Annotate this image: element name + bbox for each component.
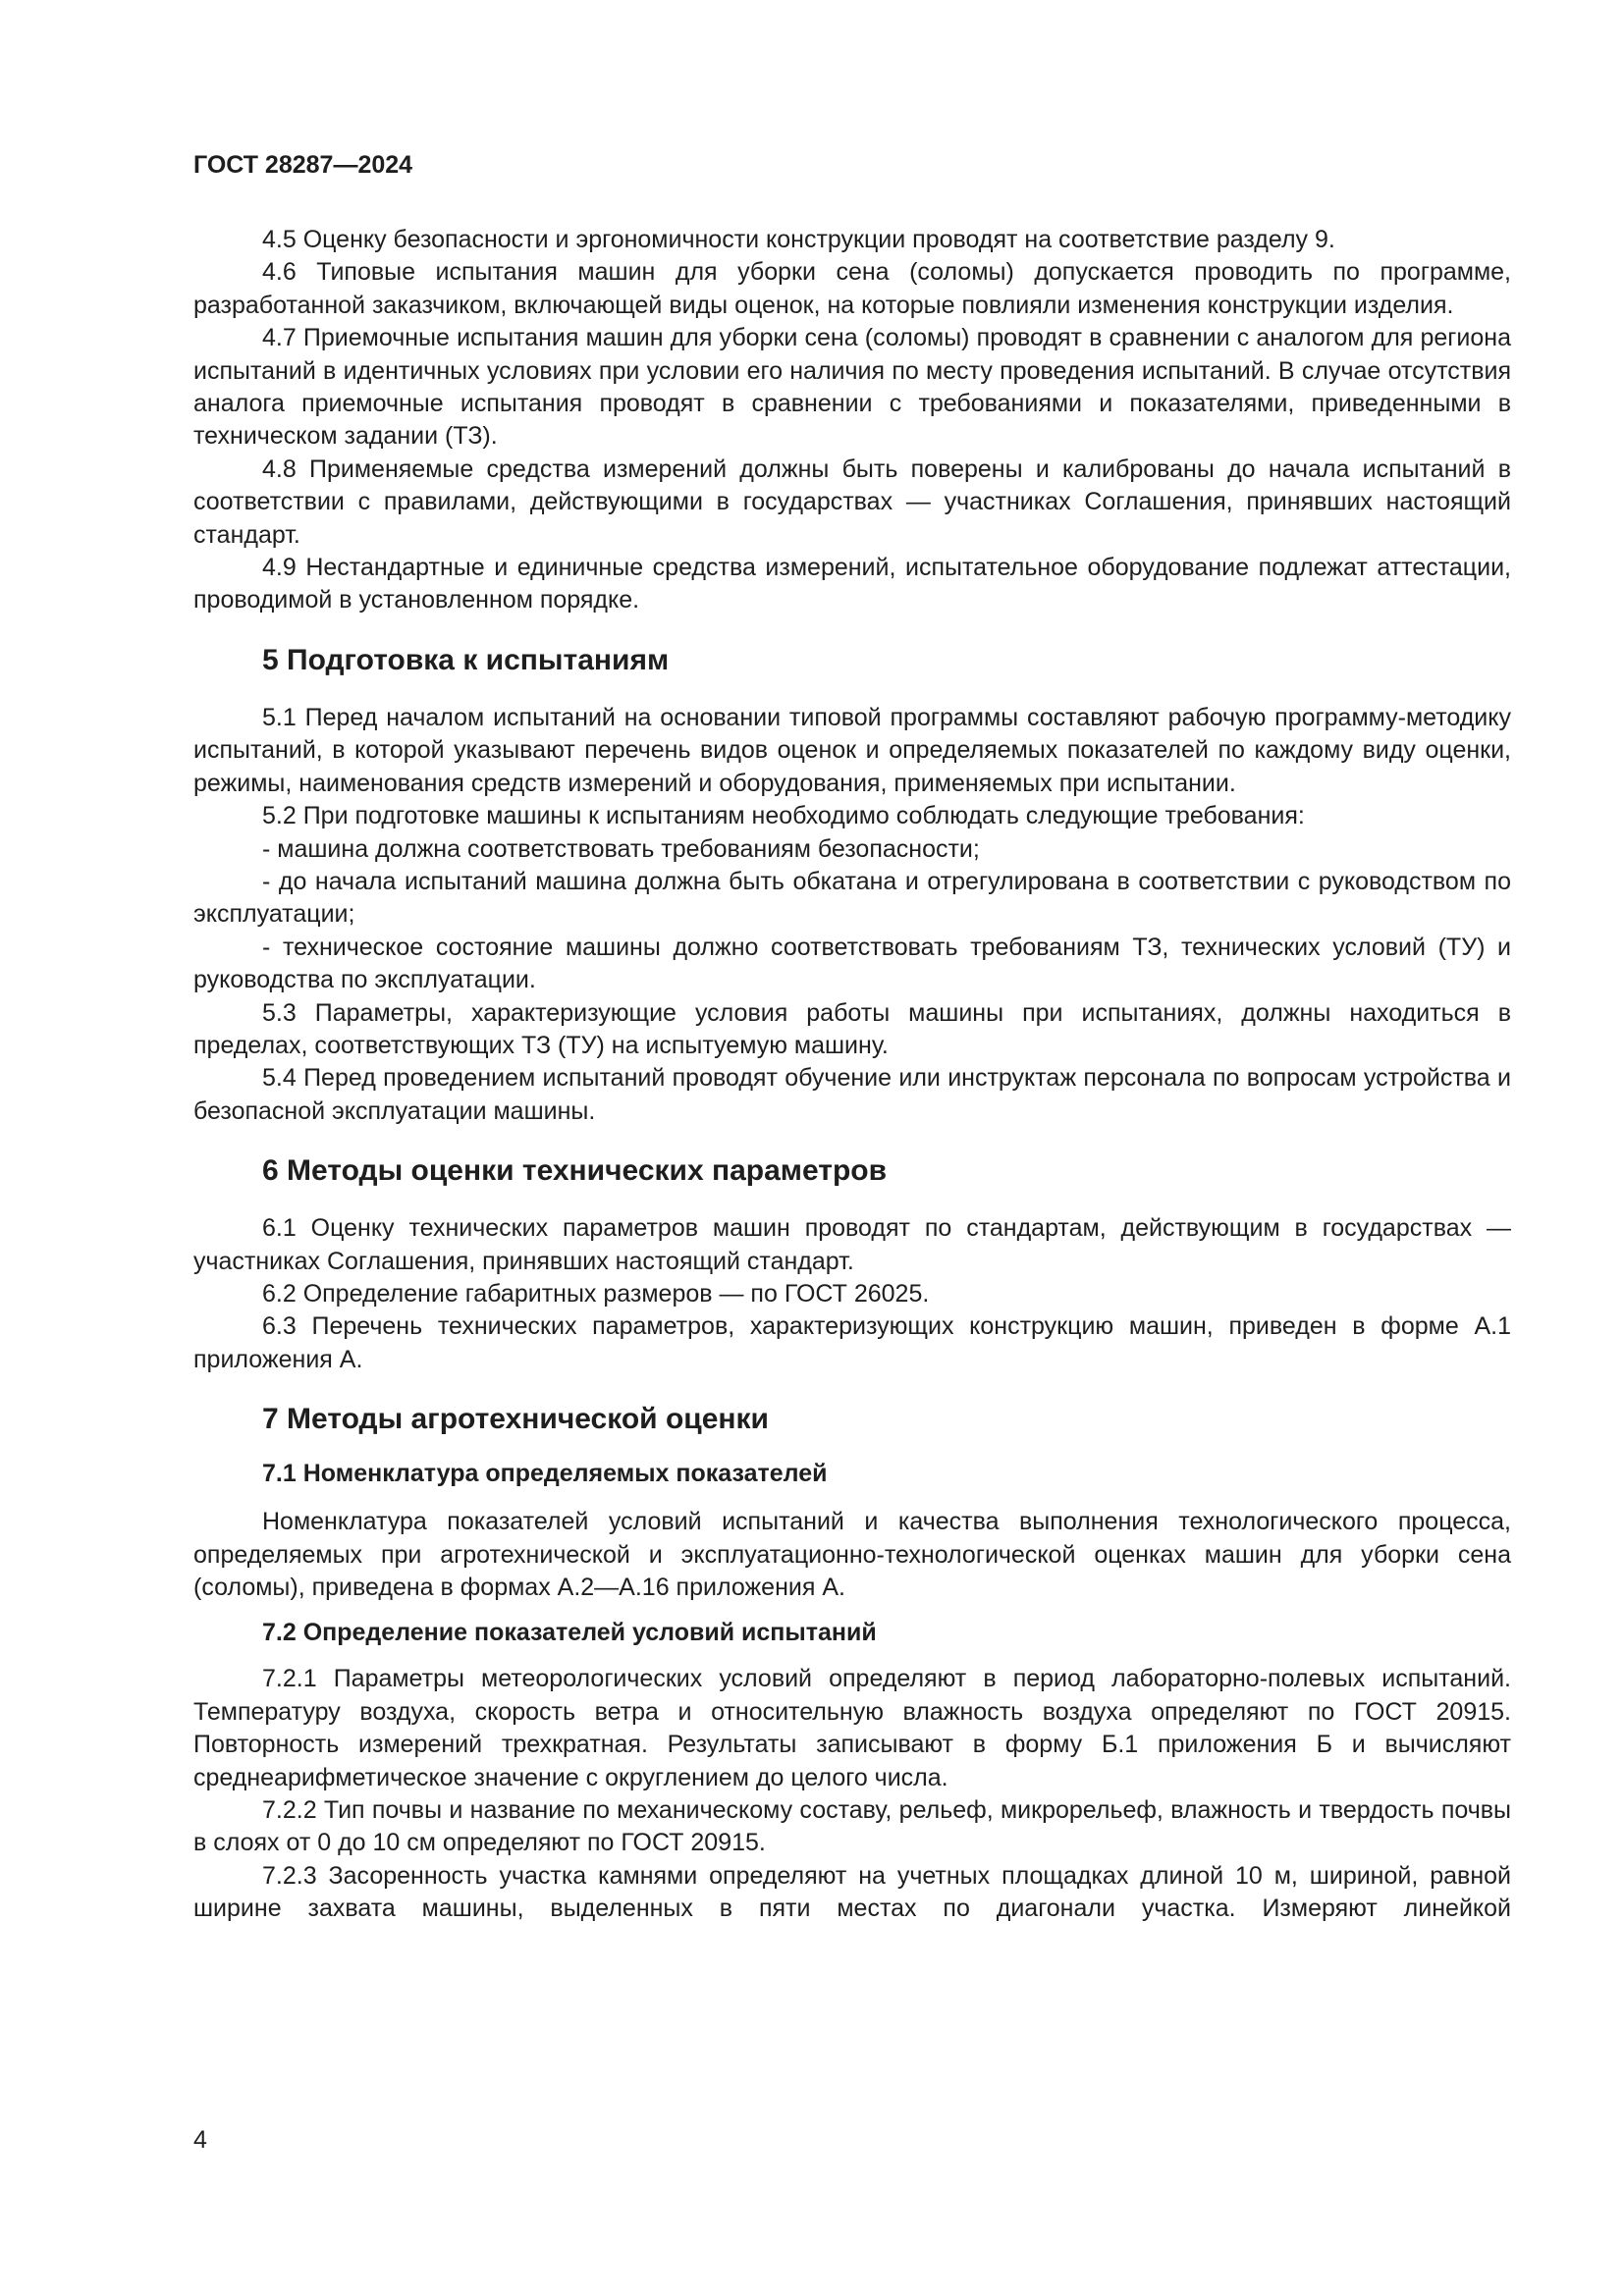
paragraph-7-2-2: 7.2.2 Тип почвы и название по механическому составу, рельеф, микрорельеф, влажность и твердость почвы в слоях от 0 до 10 см определяют по ГОСТ 20915. xyxy=(193,1796,1511,1857)
paragraph-7-1: Номенклатура показателей условий испытаний и качества выполнения технологического процесса, определяемых при агротехнической и эксплуатационно-технологической оценках машин для уборки сена (соломы), приведена в формах А.2—А.16 приложения А. xyxy=(193,1508,1511,1601)
paragraph-4-5: 4.5 Оценку безопасности и эргономичности конструкции проводят на соответствие разделу 9. xyxy=(262,226,1335,253)
document-id: ГОСТ 28287—2024 xyxy=(193,151,413,179)
section-7-heading: 7 Методы агротехнической оценки xyxy=(262,1403,769,1436)
section-5-heading: 5 Подготовка к испытаниям xyxy=(262,643,670,676)
document-body xyxy=(193,224,1511,1926)
paragraph-4-9: 4.9 Нестандартные и единичные средства измерений, испытательное оборудование подлежат аттестации, проводимой в установленном порядке. xyxy=(193,554,1511,614)
subsection-7-2-heading: 7.2 Определение показателей условий испытаний xyxy=(262,1619,877,1647)
paragraph-5-3: 5.3 Параметры, характеризующие условия работы машины при испытаниях, должны находиться в пределах, соответствующих ТЗ (ТУ) на испытуемую машину. xyxy=(193,998,1511,1059)
paragraph-5-1: 5.1 Перед началом испытаний на основании типовой программы составляют рабочую программу-методику испытаний, в которой указывают перечень видов оценок и определяемых показателей по каждому виду оценки, режимы, наименования средств измерений и оборудования, применяемых при испытании. xyxy=(193,703,1511,797)
paragraph-7-2-3: 7.2.3 Засоренность участка камнями определяют на учетных площадках длиной 10 м, шириной, равной ширине захвата машины, выделенных в пяти местах по диагонали участка. Измеряют линейкой xyxy=(193,1861,1511,1923)
paragraph-6-3: 6.3 Перечень технических параметров, характеризующих конструкцию машин, приведен в форме А.1 приложения А. xyxy=(193,1312,1511,1373)
list-item-5-2-a: - машина должна соответствовать требованиям безопасности; xyxy=(262,834,980,863)
paragraph-6-1: 6.1 Оценку технических параметров машин проводят по стандартам, действующим в государствах — участниках Соглашения, принявших настоящий стандарт. xyxy=(193,1214,1511,1275)
subsection-7-1-heading: 7.1 Номенклатура определяемых показателей xyxy=(262,1460,828,1488)
list-item-5-2-c: - техническое состояние машины должно соответствовать требованиям ТЗ, технических условий (ТУ) и руководства по эксплуатации. xyxy=(193,933,1511,994)
list-item-5-2-b: - до начала испытаний машина должна быть обкатана и отрегулирована в соответствии с руководством по эксплуатации; xyxy=(193,867,1511,929)
paragraph-6-2: 6.2 Определение габаритных размеров — по ГОСТ 26025. xyxy=(262,1279,930,1308)
paragraph-5-2: 5.2 При подготовке машины к испытаниям необходимо соблюдать следующие требования: xyxy=(262,802,1305,830)
paragraph-4-6: 4.6 Типовые испытания машин для уборки сена (соломы) допускается проводить по программе, разработанной заказчиком, включающей виды оценок, на которые повлияли изменения конструкции изделия. xyxy=(193,258,1511,319)
paragraph-4-8: 4.8 Применяемые средства измерений должны быть поверены и калиброваны до начала испытаний в соответствии с правилами, действующими в государствах — участниках Соглашения, принявших настоящий стандарт. xyxy=(193,454,1511,549)
paragraph-4-7: 4.7 Приемочные испытания машин для уборки сена (соломы) проводят в сравнении с аналогом для региона испытаний в идентичных условиях при условии его наличия по месту проведения испытаний. В случае отсутствия аналога приемочные испытания проводят в сравнении с требованиями и показателями, приведенными в техническом задании (ТЗ). xyxy=(193,324,1511,451)
section-6-heading: 6 Методы оценки технических параметров xyxy=(262,1154,888,1188)
paragraph-7-2-1: 7.2.1 Параметры метеорологических условий определяют в период лабораторно-полевых испытаний. Температуру воздуха, скорость ветра и относительную влажность воздуха определяют по ГОСТ 20915. Повторность измерений трехкратная. Результаты записывают в форму Б.1 приложения Б и вычисляют среднеарифметическое значение с округлением до целого числа. xyxy=(193,1665,1511,1791)
page-number: 4 xyxy=(193,2126,207,2154)
paragraph-5-4: 5.4 Перед проведением испытаний проводят обучение или инструктаж персонала по вопросам устройства и безопасной эксплуатации машины. xyxy=(193,1064,1511,1125)
